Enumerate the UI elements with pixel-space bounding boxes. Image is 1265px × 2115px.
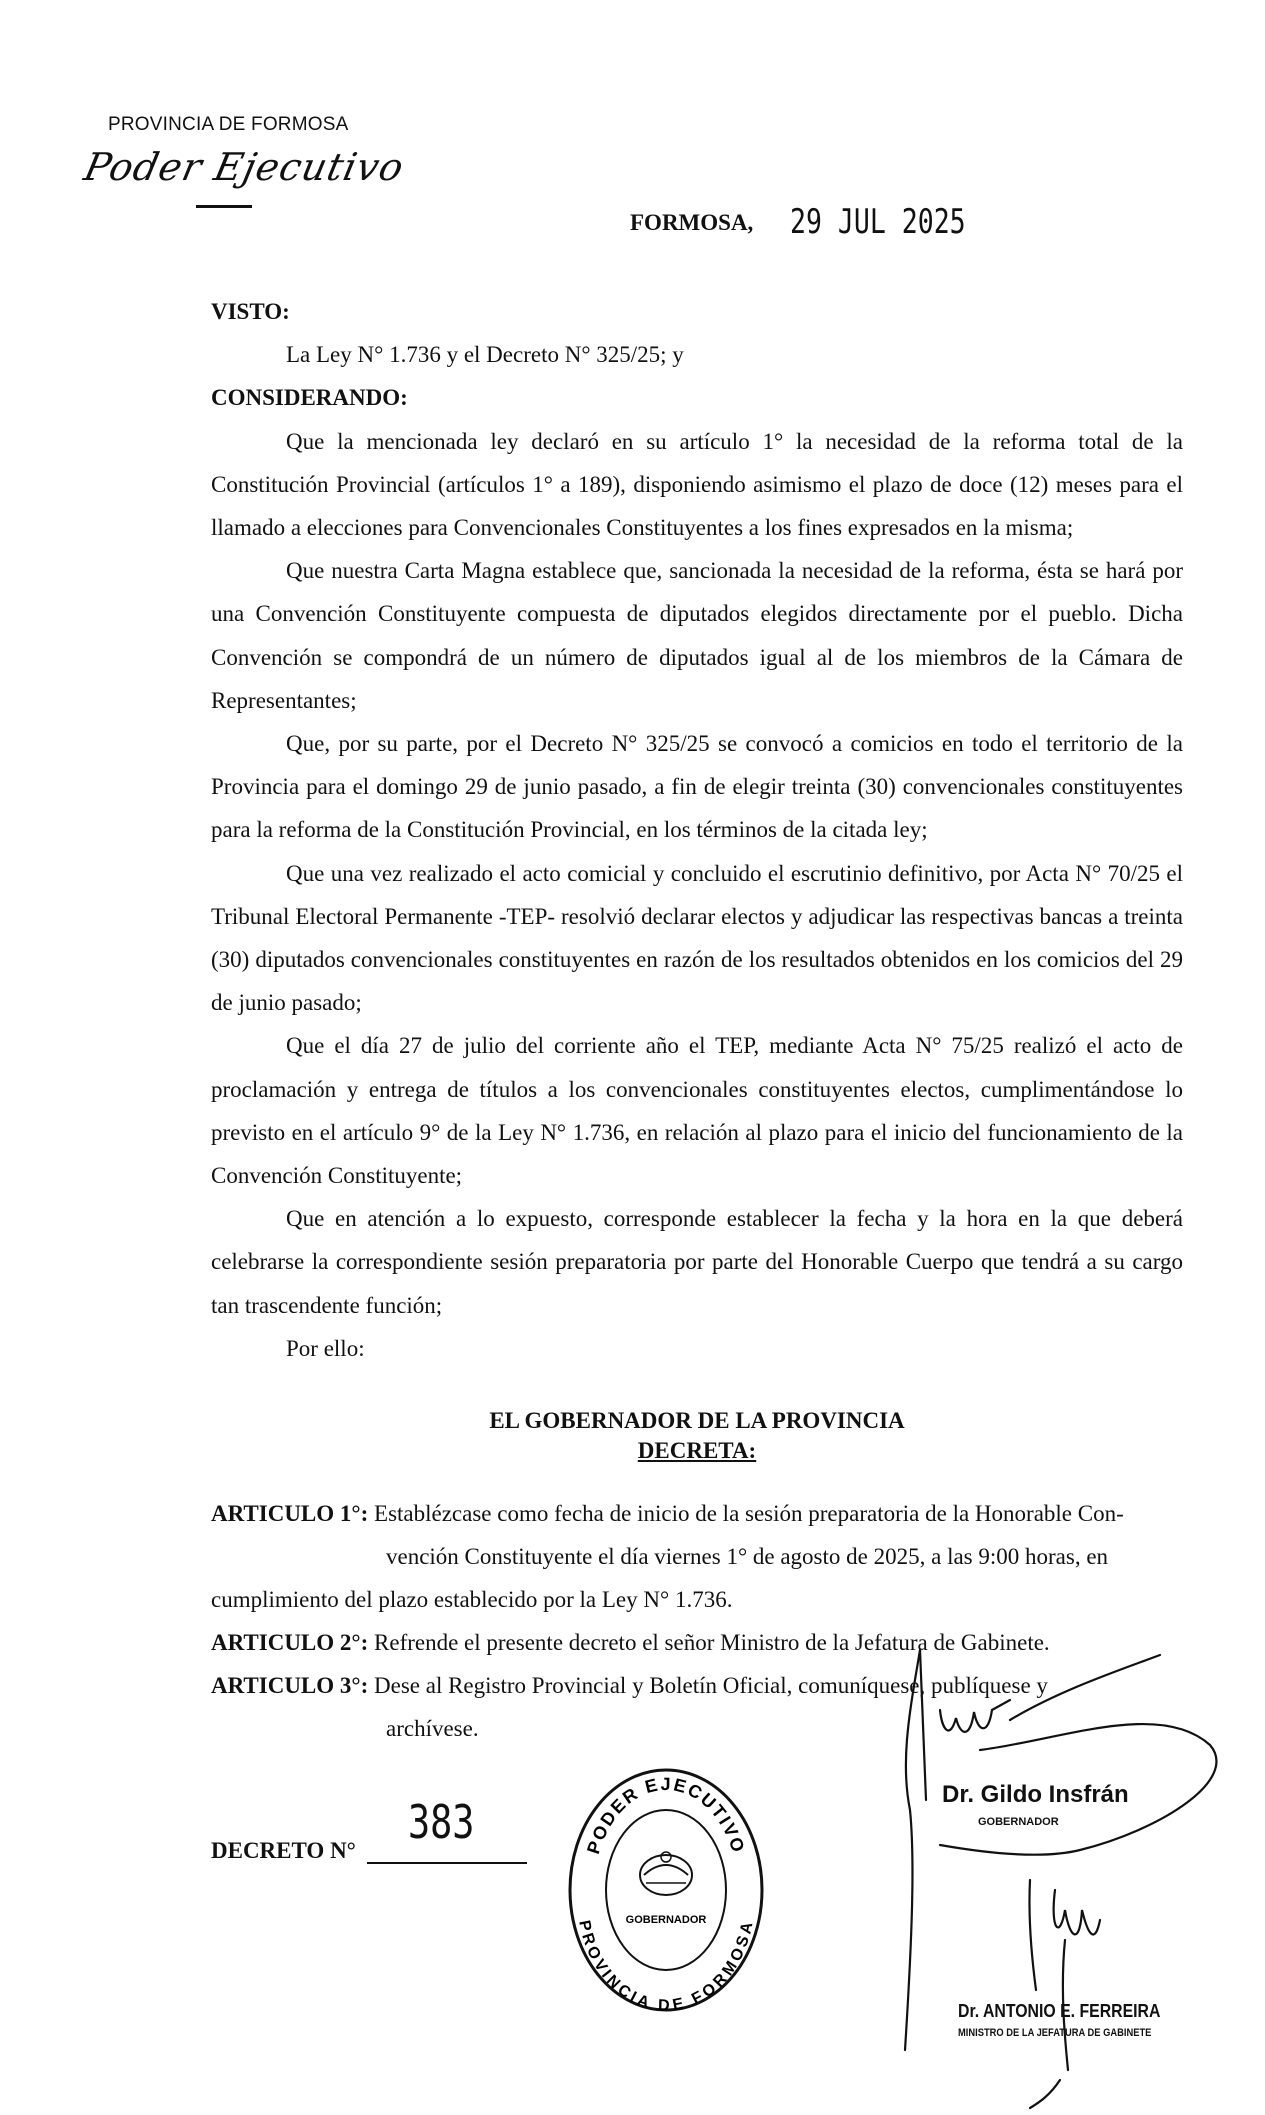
article-1-text-a: Establézcase como fecha de inicio de la sesión preparatoria de la Honorable Con- bbox=[374, 1501, 1124, 1526]
article-3-text-b: archívese. bbox=[386, 1716, 479, 1741]
seal-inner-ring bbox=[606, 1810, 726, 1970]
decree-number: 383 bbox=[408, 1795, 475, 1849]
minister-signature bbox=[1029, 1880, 1100, 2108]
decree-label: DECRETO N° bbox=[211, 1838, 356, 1863]
considerando-closing: Por ello: bbox=[286, 1335, 365, 1361]
considerando-paragraph-4: Que una vez realizado el acto comicial y concluido el escrutinio definitivo, por Acta N° 70/25 el Tribunal Electoral Permanente -TEP- resolvió declarar electos y adjudicar las respectivas bancas a treinta (30) diputados convencionales constituyentes en razón de los resultados obtenidos en los comicios del 29 de junio pasado; bbox=[211, 860, 1183, 1016]
visto-text: La Ley N° 1.736 y el Decreto N° 325/25; y bbox=[286, 342, 684, 368]
considerando-paragraph-2: Que nuestra Carta Magna establece que, sancionada la necesidad de la reforma, ésta se hará por una Convención Constituyente compuesta de diputados elegidos directamente por el pueblo. Dicha Convención se compondrá de un número de diputados igual al de los miembros de la Cámara de Representantes; bbox=[211, 558, 1183, 713]
article-1-text-b: vención Constituyente el día viernes 1° de agosto de 2025, a las 9:00 horas, en bbox=[386, 1544, 1109, 1569]
letterhead-rule bbox=[196, 205, 252, 208]
seal-bottom-text: PROVINCIA DE FORMOSA bbox=[575, 1918, 757, 2015]
seal-emblem-icon bbox=[640, 1852, 692, 1895]
article-1-text-c: cumplimiento del plazo establecido por la Ley N° 1.736. bbox=[211, 1587, 733, 1612]
visto-section bbox=[211, 290, 1183, 1370]
decree-number-line bbox=[367, 1862, 527, 1864]
governor-signature bbox=[905, 1650, 1216, 2050]
governor-heading: EL GOBERNADOR DE LA PROVINCIA bbox=[489, 1408, 905, 1433]
considerando-paragraph-5: Que el día 27 de julio del corriente año el TEP, mediante Acta N° 75/25 realizó el acto de proclamación y entrega de títulos a los convencionales constituyentes electos, cumplimentándose lo previsto en el artículo 9° de la Ley N° 1.736, en relación al plazo para el inicio del funcionamiento de la Convención Constituyente; bbox=[211, 1033, 1183, 1189]
article-3-label: ARTICULO 3°: bbox=[211, 1673, 369, 1698]
seal-center-text: GOBERNADOR bbox=[625, 1914, 707, 1926]
official-seal bbox=[566, 1765, 766, 2015]
minister-name: Dr. ANTONIO E. FERREIRA bbox=[958, 2001, 1161, 2021]
governor-name: Dr. Gildo Insfrán bbox=[942, 1781, 1129, 1808]
considerando-paragraph-6: Que en atención a lo expuesto, corresponde establecer la fecha y la hora en la que deberá celebrarse la correspondiente sesión preparatoria por parte del Honorable Cuerpo que tendrá a su cargo tan trascendente función; bbox=[211, 1206, 1183, 1318]
seal-top-text: PODER EJECUTIVO bbox=[583, 1773, 749, 1857]
governor-title: GOBERNADOR bbox=[978, 1816, 1059, 1828]
letterhead-branch: Poder Ejecutivo bbox=[80, 145, 409, 189]
article-1-label: ARTICULO 1°: bbox=[211, 1501, 369, 1526]
handwritten-signatures bbox=[860, 1640, 1240, 2110]
decreta-heading: DECRETA: bbox=[637, 1438, 757, 1463]
date-stamp: 29 JUL 2025 bbox=[790, 202, 966, 242]
letterhead bbox=[108, 114, 348, 136]
dateline-city: FORMOSA, bbox=[630, 210, 754, 235]
considerando-paragraph-1: Que la mencionada ley declaró en su artículo 1° la necesidad de la reforma total de la Constitución Provincial (artículos 1° a 189), disponiendo asimismo el plazo de doce (12) meses para el llamado a elecciones para Convencionales Constituyentes a los fines expresados en la misma; bbox=[211, 428, 1183, 541]
considerando-heading: CONSIDERANDO: bbox=[211, 385, 408, 411]
visto-heading: VISTO: bbox=[211, 299, 290, 324]
resolution-heading bbox=[211, 1406, 1183, 1466]
article-2-label: ARTICULO 2°: bbox=[211, 1630, 369, 1655]
article-2-text: Refrende el presente decreto el señor Ministro de la Jefatura de Gabinete. bbox=[374, 1630, 1050, 1655]
article-1 bbox=[211, 1492, 1183, 1621]
letterhead-province: PROVINCIA DE FORMOSA bbox=[108, 114, 349, 135]
article-3-text-a: Dese al Registro Provincial y Boletín Oficial, comuníquese, publíquese y bbox=[374, 1673, 1048, 1698]
minister-title: MINISTRO DE LA JEFATURA DE GABINETE bbox=[958, 2027, 1152, 2039]
considerando-paragraph-3: Que, por su parte, por el Decreto N° 325/25 se convocó a comicios en todo el territorio de la Provincia para el domingo 29 de junio pasado, a fin de elegir treinta (30) convencionales constituyentes para la reforma de la Constitución Provincial, en los términos de la citada ley; bbox=[211, 731, 1183, 843]
